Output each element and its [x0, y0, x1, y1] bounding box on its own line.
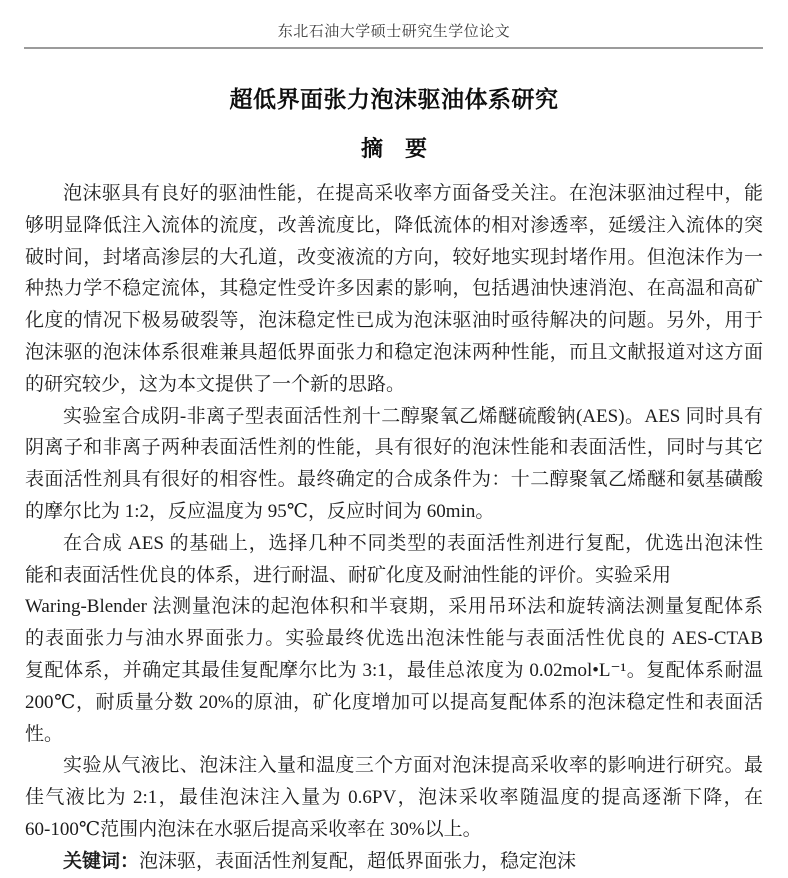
- text-line: 在合成 AES 的基础上，选择几种不同类型的表面活性剂进行复配，优选出泡沫性: [63, 532, 763, 554]
- keywords-text: 泡沫驱，表面活性剂复配，超低界面张力，稳定泡沫: [139, 850, 577, 872]
- keywords-line: [25, 846, 763, 878]
- text-line: 性。: [25, 723, 64, 745]
- text-line: 破时间，封堵高渗层的大孔道，改变液流的方向，较好地实现封堵作用。但泡沫作为一: [25, 246, 763, 268]
- running-header: 东北石油大学硕士研究生学位论文: [277, 24, 511, 40]
- abstract-heading: 摘 要: [360, 136, 427, 161]
- text-line: 复配体系，并确定其最佳复配摩尔比为 3:1，最佳总浓度为 0.02mol•L⁻¹。复配体系耐温: [25, 659, 763, 681]
- text-line: 泡沫驱的泡沫体系很难兼具超低界面张力和稳定泡沫两种性能，而且文献报道对这方面: [25, 341, 763, 363]
- text-line: 60-100℃范围内泡沫在水驱后提高采收率在 30%以上。: [25, 818, 482, 840]
- text-line: 实验从气液比、泡沫注入量和温度三个方面对泡沫提高采收率的影响进行研究。最: [63, 755, 763, 777]
- text-line: 的表面张力与油水界面张力。实验最终优选出泡沫性能与表面活性优良的 AES-CTAB: [25, 628, 763, 650]
- thesis-title: 超低界面张力泡沫驱油体系研究: [229, 86, 559, 112]
- text-line: 实验室合成阴-非离子型表面活性剂十二醇聚氧乙烯醚硫酸钠(AES)。AES 同时具有: [63, 405, 763, 427]
- paragraphs-container: [25, 178, 763, 846]
- text-line: Waring-Blender 法测量泡沫的起泡体积和半衰期，采用吊环法和旋转滴法测量复配体系: [25, 596, 763, 618]
- abstract-body: [25, 178, 763, 878]
- text-line: 种热力学不稳定流体，其稳定性受许多因素的影响，包括遇油快速消泡、在高温和高矿: [25, 278, 763, 300]
- text-line: 表面活性剂具有很好的相容性。最终确定的合成条件为：十二醇聚氧乙烯醚和氨基磺酸: [25, 469, 763, 491]
- text-line: 200℃，耐质量分数 20%的原油，矿化度增加可以提高复配体系的泡沫稳定性和表面活: [25, 691, 763, 713]
- text-line: 的研究较少，这为本文提供了一个新的思路。: [25, 373, 406, 395]
- header-divider: [24, 47, 763, 49]
- text-line: 够明显降低注入流体的流度，改善流度比，降低流体的相对渗透率，延缓注入流体的突: [25, 214, 763, 236]
- text-line: 能和表面活性优良的体系，进行耐温、耐矿化度及耐油性能的评价。实验采用: [25, 564, 672, 586]
- text-line: 化度的情况下极易破裂等，泡沫稳定性已成为泡沫驱油时亟待解决的问题。另外，用于: [25, 310, 763, 332]
- text-line: 阴离子和非离子两种表面活性剂的性能，具有很好的泡沫性能和表面活性，同时与其它: [25, 437, 763, 459]
- text-line: 佳气液比为 2:1，最佳泡沫注入量为 0.6PV，泡沫采收率随温度的提高逐渐下降，在: [25, 787, 763, 809]
- keywords-label: 关键词：: [63, 850, 140, 872]
- text-line: 的摩尔比为 1:2，反应温度为 95℃，反应时间为 60min。: [25, 500, 495, 522]
- text-line: 泡沫驱具有良好的驱油性能，在提高采收率方面备受关注。在泡沫驱油过程中，能: [63, 183, 763, 204]
